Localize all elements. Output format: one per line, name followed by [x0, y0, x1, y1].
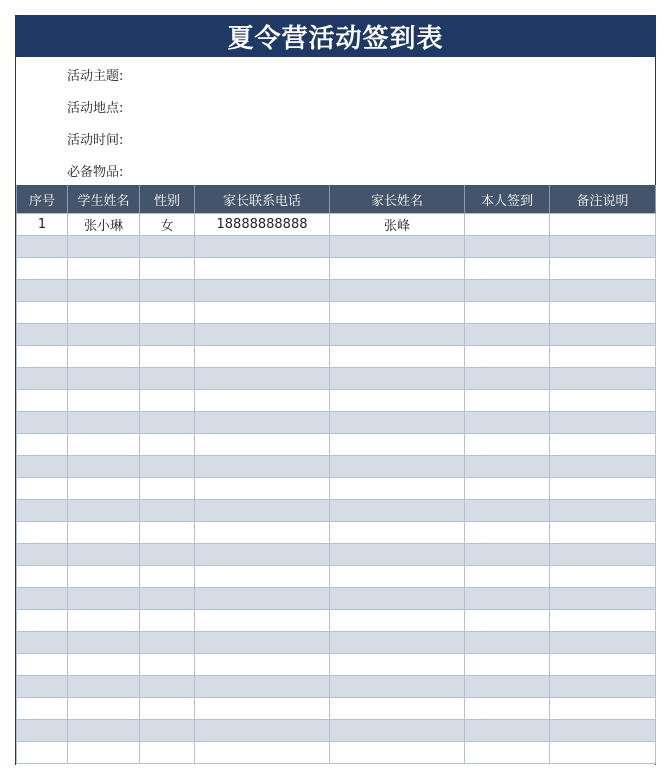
cell-parent-phone[interactable]	[195, 632, 330, 654]
cell-gender[interactable]	[140, 698, 195, 720]
cell-signature[interactable]	[465, 566, 550, 588]
cell-index[interactable]: 1	[17, 214, 68, 236]
cell-remarks[interactable]	[550, 456, 656, 478]
cell-student-name[interactable]	[68, 258, 140, 280]
cell-student-name[interactable]	[68, 500, 140, 522]
cell-parent-phone[interactable]	[195, 698, 330, 720]
cell-index[interactable]	[17, 522, 68, 544]
cell-index[interactable]	[17, 610, 68, 632]
cell-parent-name[interactable]	[330, 390, 465, 412]
cell-parent-name[interactable]	[330, 346, 465, 368]
cell-remarks[interactable]	[550, 610, 656, 632]
cell-parent-phone[interactable]	[195, 610, 330, 632]
table-row	[17, 676, 656, 698]
cell-student-name[interactable]	[68, 434, 140, 456]
cell-remarks[interactable]	[550, 720, 656, 742]
cell-student-name[interactable]	[68, 346, 140, 368]
cell-parent-name[interactable]	[330, 632, 465, 654]
cell-parent-phone[interactable]	[195, 280, 330, 302]
col-header-parent-phone: 家长联系电话	[195, 185, 330, 214]
cell-parent-name[interactable]: 张峰	[330, 214, 465, 236]
cell-parent-phone[interactable]	[195, 456, 330, 478]
table-row	[17, 544, 656, 566]
cell-parent-phone[interactable]	[195, 742, 330, 764]
cell-gender[interactable]	[140, 346, 195, 368]
info-location-label[interactable]: 活动地点:	[67, 101, 124, 116]
cell-student-name[interactable]	[68, 698, 140, 720]
cell-parent-name[interactable]	[330, 588, 465, 610]
cell-remarks[interactable]	[550, 324, 656, 346]
cell-parent-name[interactable]	[330, 456, 465, 478]
cell-parent-name[interactable]	[330, 676, 465, 698]
col-header-gender: 性别	[140, 185, 195, 214]
cell-index[interactable]	[17, 654, 68, 676]
cell-parent-name[interactable]	[330, 544, 465, 566]
cell-signature[interactable]	[465, 346, 550, 368]
cell-index[interactable]	[17, 324, 68, 346]
table-body	[17, 214, 656, 764]
cell-parent-name[interactable]	[330, 654, 465, 676]
cell-remarks[interactable]	[550, 302, 656, 324]
col-header-student-name: 学生姓名	[68, 185, 140, 214]
cell-remarks[interactable]	[550, 434, 656, 456]
cell-signature[interactable]	[465, 478, 550, 500]
cell-index[interactable]	[17, 302, 68, 324]
cell-gender[interactable]	[140, 610, 195, 632]
info-section	[16, 57, 655, 185]
cell-student-name[interactable]	[68, 654, 140, 676]
table-row	[17, 588, 656, 610]
cell-parent-name[interactable]	[330, 566, 465, 588]
cell-gender[interactable]	[140, 676, 195, 698]
cell-gender[interactable]	[140, 500, 195, 522]
cell-parent-phone[interactable]	[195, 258, 330, 280]
cell-index[interactable]	[17, 236, 68, 258]
cell-remarks[interactable]	[550, 258, 656, 280]
cell-gender[interactable]	[140, 720, 195, 742]
col-header-parent-name: 家长姓名	[330, 185, 465, 214]
cell-remarks[interactable]	[550, 742, 656, 764]
cell-parent-name[interactable]	[330, 412, 465, 434]
cell-signature[interactable]	[465, 544, 550, 566]
cell-parent-name[interactable]	[330, 368, 465, 390]
cell-remarks[interactable]	[550, 698, 656, 720]
cell-index[interactable]	[17, 434, 68, 456]
cell-parent-phone[interactable]	[195, 346, 330, 368]
cell-student-name[interactable]	[68, 720, 140, 742]
cell-index[interactable]	[17, 588, 68, 610]
cell-signature[interactable]	[465, 742, 550, 764]
cell-parent-name[interactable]	[330, 302, 465, 324]
signin-sheet	[15, 15, 656, 765]
cell-remarks[interactable]	[550, 566, 656, 588]
cell-parent-phone[interactable]	[195, 434, 330, 456]
cell-remarks[interactable]	[550, 346, 656, 368]
cell-index[interactable]	[17, 258, 68, 280]
cell-parent-phone[interactable]	[195, 478, 330, 500]
cell-signature[interactable]	[465, 676, 550, 698]
cell-parent-phone[interactable]	[195, 522, 330, 544]
cell-signature[interactable]	[465, 258, 550, 280]
table-row	[17, 522, 656, 544]
cell-parent-name[interactable]	[330, 258, 465, 280]
cell-student-name[interactable]	[68, 368, 140, 390]
table-row	[17, 368, 656, 390]
cell-gender[interactable]	[140, 412, 195, 434]
cell-student-name[interactable]	[68, 302, 140, 324]
col-header-index: 序号	[17, 185, 68, 214]
cell-signature[interactable]	[465, 302, 550, 324]
cell-parent-name[interactable]	[330, 500, 465, 522]
cell-index[interactable]	[17, 544, 68, 566]
cell-gender[interactable]	[140, 324, 195, 346]
cell-remarks[interactable]	[550, 236, 656, 258]
cell-student-name[interactable]	[68, 610, 140, 632]
cell-gender[interactable]: 女	[140, 214, 195, 236]
cell-signature[interactable]	[465, 698, 550, 720]
cell-parent-phone[interactable]	[195, 368, 330, 390]
table-row	[17, 434, 656, 456]
table-row	[17, 280, 656, 302]
cell-gender[interactable]	[140, 456, 195, 478]
cell-gender[interactable]	[140, 478, 195, 500]
cell-parent-name[interactable]	[330, 698, 465, 720]
cell-parent-name[interactable]	[330, 280, 465, 302]
cell-index[interactable]	[17, 280, 68, 302]
table-row	[17, 698, 656, 720]
table-header-row	[17, 185, 656, 214]
cell-signature[interactable]	[465, 214, 550, 236]
cell-parent-name[interactable]	[330, 324, 465, 346]
cell-student-name[interactable]	[68, 390, 140, 412]
cell-index[interactable]	[17, 500, 68, 522]
table-row	[17, 720, 656, 742]
table-row	[17, 456, 656, 478]
cell-index[interactable]	[17, 368, 68, 390]
cell-gender[interactable]	[140, 368, 195, 390]
cell-parent-phone[interactable]	[195, 302, 330, 324]
cell-remarks[interactable]	[550, 478, 656, 500]
cell-index[interactable]	[17, 390, 68, 412]
cell-index[interactable]	[17, 632, 68, 654]
cell-student-name[interactable]	[68, 236, 140, 258]
cell-signature[interactable]	[465, 236, 550, 258]
cell-signature[interactable]	[465, 434, 550, 456]
cell-student-name[interactable]	[68, 324, 140, 346]
cell-signature[interactable]	[465, 610, 550, 632]
cell-remarks[interactable]	[550, 500, 656, 522]
cell-remarks[interactable]	[550, 214, 656, 236]
cell-gender[interactable]	[140, 544, 195, 566]
cell-gender[interactable]	[140, 258, 195, 280]
cell-remarks[interactable]	[550, 588, 656, 610]
info-theme-label[interactable]: 活动主题:	[67, 69, 124, 84]
table-row	[17, 214, 656, 236]
cell-gender[interactable]	[140, 236, 195, 258]
table-row	[17, 500, 656, 522]
cell-index[interactable]	[17, 456, 68, 478]
table-row	[17, 324, 656, 346]
sheet-title: 夏令营活动签到表	[16, 15, 655, 57]
cell-parent-phone[interactable]	[195, 654, 330, 676]
cell-index[interactable]	[17, 346, 68, 368]
cell-remarks[interactable]	[550, 390, 656, 412]
cell-signature[interactable]	[465, 632, 550, 654]
cell-parent-phone[interactable]	[195, 500, 330, 522]
cell-student-name[interactable]	[68, 632, 140, 654]
cell-parent-phone[interactable]	[195, 236, 330, 258]
table-row	[17, 258, 656, 280]
cell-parent-name[interactable]	[330, 610, 465, 632]
cell-signature[interactable]	[465, 720, 550, 742]
cell-signature[interactable]	[465, 522, 550, 544]
cell-index[interactable]	[17, 478, 68, 500]
cell-signature[interactable]	[465, 324, 550, 346]
cell-remarks[interactable]	[550, 280, 656, 302]
cell-parent-phone[interactable]	[195, 720, 330, 742]
cell-remarks[interactable]	[550, 368, 656, 390]
cell-student-name[interactable]	[68, 544, 140, 566]
cell-student-name[interactable]	[68, 478, 140, 500]
cell-parent-name[interactable]	[330, 434, 465, 456]
table-row	[17, 302, 656, 324]
cell-signature[interactable]	[465, 280, 550, 302]
cell-student-name[interactable]	[68, 566, 140, 588]
cell-index[interactable]	[17, 412, 68, 434]
cell-remarks[interactable]	[550, 412, 656, 434]
cell-remarks[interactable]	[550, 522, 656, 544]
cell-remarks[interactable]	[550, 654, 656, 676]
cell-gender[interactable]	[140, 522, 195, 544]
cell-parent-name[interactable]	[330, 742, 465, 764]
cell-index[interactable]	[17, 566, 68, 588]
cell-student-name[interactable]	[68, 522, 140, 544]
table-row	[17, 236, 656, 258]
cell-parent-phone[interactable]	[195, 544, 330, 566]
cell-parent-phone[interactable]	[195, 412, 330, 434]
signin-table	[16, 185, 656, 764]
table-row	[17, 412, 656, 434]
cell-student-name[interactable]	[68, 676, 140, 698]
cell-student-name[interactable]	[68, 742, 140, 764]
cell-signature[interactable]	[465, 654, 550, 676]
info-time-label[interactable]: 活动时间:	[67, 133, 124, 148]
cell-signature[interactable]	[465, 412, 550, 434]
cell-index[interactable]	[17, 720, 68, 742]
table-row	[17, 390, 656, 412]
cell-gender[interactable]	[140, 654, 195, 676]
cell-parent-name[interactable]	[330, 720, 465, 742]
cell-signature[interactable]	[465, 456, 550, 478]
table-row	[17, 742, 656, 764]
cell-parent-phone[interactable]	[195, 324, 330, 346]
cell-gender[interactable]	[140, 742, 195, 764]
cell-student-name[interactable]: 张小琳	[68, 214, 140, 236]
cell-student-name[interactable]	[68, 412, 140, 434]
col-header-remarks: 备注说明	[550, 185, 656, 214]
cell-student-name[interactable]	[68, 456, 140, 478]
cell-student-name[interactable]	[68, 588, 140, 610]
cell-gender[interactable]	[140, 302, 195, 324]
cell-parent-phone[interactable]	[195, 588, 330, 610]
cell-gender[interactable]	[140, 434, 195, 456]
cell-remarks[interactable]	[550, 544, 656, 566]
cell-student-name[interactable]	[68, 280, 140, 302]
cell-index[interactable]	[17, 698, 68, 720]
table-row	[17, 654, 656, 676]
cell-parent-name[interactable]	[330, 522, 465, 544]
cell-gender[interactable]	[140, 390, 195, 412]
table-row	[17, 478, 656, 500]
cell-remarks[interactable]	[550, 632, 656, 654]
cell-gender[interactable]	[140, 566, 195, 588]
cell-signature[interactable]	[465, 500, 550, 522]
cell-gender[interactable]	[140, 280, 195, 302]
info-items-label[interactable]: 必备物品:	[67, 165, 124, 180]
table-row	[17, 566, 656, 588]
table-row	[17, 632, 656, 654]
cell-index[interactable]	[17, 676, 68, 698]
cell-remarks[interactable]	[550, 676, 656, 698]
cell-parent-name[interactable]	[330, 236, 465, 258]
cell-parent-name[interactable]	[330, 478, 465, 500]
col-header-signature: 本人签到	[465, 185, 550, 214]
cell-gender[interactable]	[140, 588, 195, 610]
cell-signature[interactable]	[465, 390, 550, 412]
table-row	[17, 346, 656, 368]
cell-parent-phone[interactable]: 18888888888	[195, 214, 330, 236]
cell-index[interactable]	[17, 742, 68, 764]
cell-gender[interactable]	[140, 632, 195, 654]
cell-signature[interactable]	[465, 588, 550, 610]
cell-signature[interactable]	[465, 368, 550, 390]
table-row	[17, 610, 656, 632]
cell-parent-phone[interactable]	[195, 676, 330, 698]
cell-parent-phone[interactable]	[195, 390, 330, 412]
cell-parent-phone[interactable]	[195, 566, 330, 588]
